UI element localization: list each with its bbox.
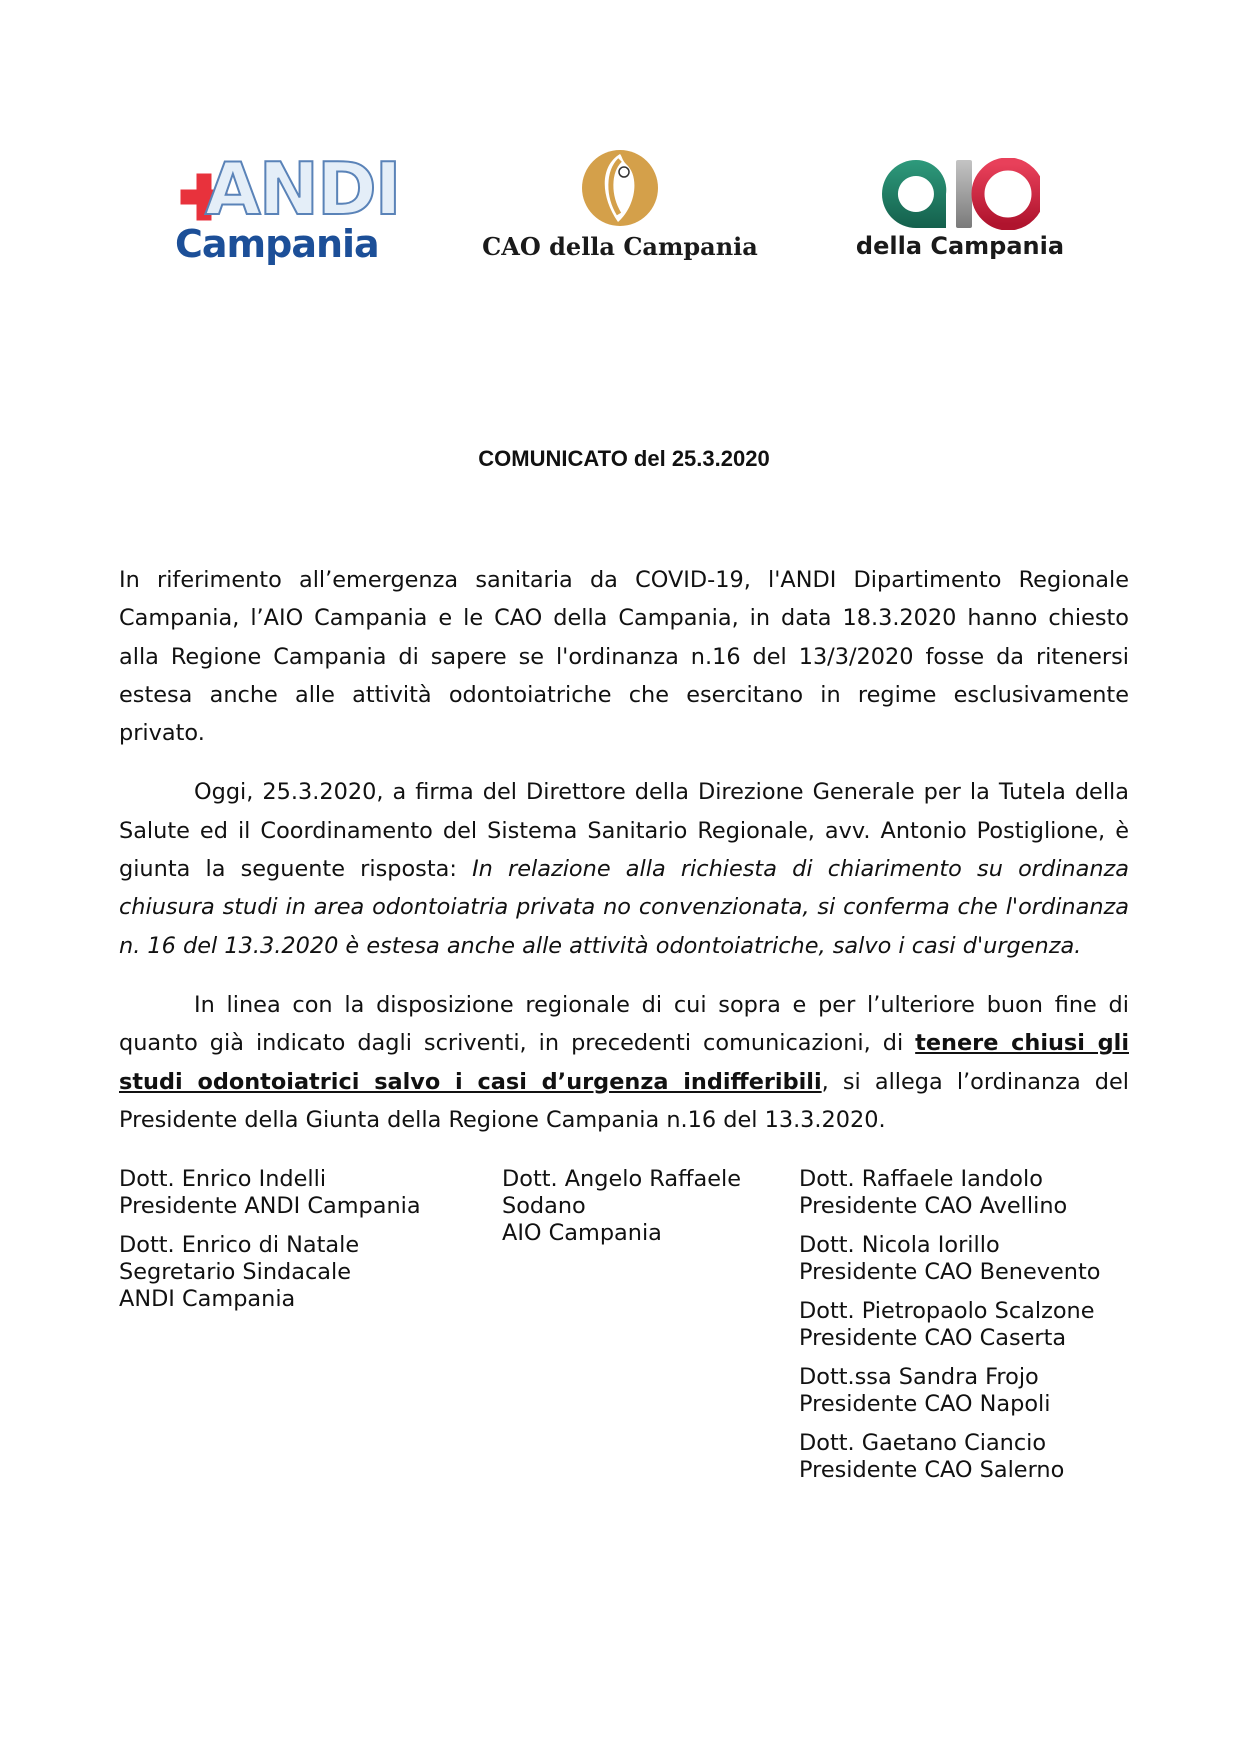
cao-emblem-icon [578, 146, 662, 230]
signatory-role: AIO Campania [502, 1220, 662, 1246]
signature-column-aio [502, 1166, 772, 1259]
signature-block [799, 1232, 1129, 1286]
signature-block [119, 1232, 459, 1313]
signature-block [119, 1166, 459, 1220]
signatory-name: Dott. Pietropaolo Scalzone [799, 1298, 1095, 1324]
aio-logo-mark [880, 158, 1040, 230]
signatory-role: Presidente CAO Caserta [799, 1325, 1067, 1351]
signature-column-cao [799, 1166, 1129, 1496]
signatory-role: Presidente CAO Napoli [799, 1391, 1051, 1417]
signatory-role: Presidente CAO Avellino [799, 1193, 1068, 1219]
signature-block [799, 1298, 1129, 1352]
signatory-role: Presidente CAO Benevento [799, 1259, 1101, 1285]
signatory-name-continued: Sodano [502, 1193, 586, 1219]
signature-block [502, 1166, 772, 1247]
signatory-name: Dott. Gaetano Ciancio [799, 1430, 1047, 1456]
paragraph-3 [119, 986, 1129, 1139]
paragraph-3-text-after: , si allega l’ordinanza del Presidente della Giunta della Regione Campania n.16 del 13.3.2020. [119, 1068, 1129, 1133]
signatory-name: Dott.ssa Sandra Frojo [799, 1364, 1039, 1390]
signatory-role: Segretario Sindacale [119, 1259, 352, 1285]
paragraph-2-text: Oggi, 25.3.2020, a firma del Direttore della Direzione Generale per la Tutela della Salute ed il Coordinamento del Sistema Sanitario Regionale, avv. Antonio Postiglione, è giunta la seguente risposta: [119, 779, 1129, 883]
signatory-name: Dott. Raffaele Iandolo [799, 1166, 1043, 1192]
signatory-name: Dott. Enrico di Natale [119, 1232, 360, 1258]
andi-logo-campania: Campania [175, 222, 379, 266]
document-body [119, 561, 1129, 1160]
andi-campania-logo [175, 147, 400, 266]
document-title: COMUNICATO del 25.3.2020 [478, 446, 770, 471]
signature-block [799, 1364, 1129, 1418]
cao-logo-caption: CAO della Campania [482, 232, 758, 261]
signatory-role: Presidente ANDI Campania [119, 1193, 421, 1219]
signature-block [799, 1430, 1129, 1484]
andi-logo-wordmark: ANDI [205, 147, 400, 231]
signatory-role: ANDI Campania [119, 1286, 296, 1312]
signature-column-andi [119, 1166, 459, 1325]
signatory-role: Presidente CAO Salerno [799, 1457, 1065, 1483]
signature-block [799, 1166, 1129, 1220]
signatory-name: Dott. Nicola Iorillo [799, 1232, 1000, 1258]
signatory-name: Dott. Enrico Indelli [119, 1166, 327, 1192]
cao-campania-logo [470, 146, 770, 271]
signatory-name: Dott. Angelo Raffaele [502, 1166, 741, 1192]
aio-campania-logo [855, 158, 1075, 270]
paragraph-1: In riferimento all’emergenza sanitaria da COVID-19, l'ANDI Dipartimento Regionale Campania, l’AIO Campania e le CAO della Campania, in data 18.3.2020 hanno chiesto alla Regione Campania di sapere se l'ordinanza n.16 del 13/3/2020 fosse da ritenersi estesa anche alle attività odontoiatriche che esercitano in regime esclusivamente privato. [119, 567, 1129, 747]
paragraph-3-emphasis: tenere chiusi gli studi odontoiatrici salvo i casi d’urgenza indifferibili [119, 1030, 1129, 1095]
paragraph-3-text-before: In linea con la disposizione regionale di cui sopra e per l’ulteriore buon fine di quanto già indicato dagli scriventi, in precedenti comunicazioni, di [119, 991, 1129, 1057]
paragraph-2-quoted-reply: In relazione alla richiesta di chiarimento su ordinanza chiusura studi in area odontoiatria privata no convenzionata, si conferma che l'ordinanza n. 16 del 13.3.2020 è estesa anche alle attività odontoiatriche, salvo i casi d'urgenza. [119, 856, 1129, 959]
aio-logo-caption: della Campania [855, 232, 1065, 260]
paragraph-2 [119, 773, 1129, 964]
